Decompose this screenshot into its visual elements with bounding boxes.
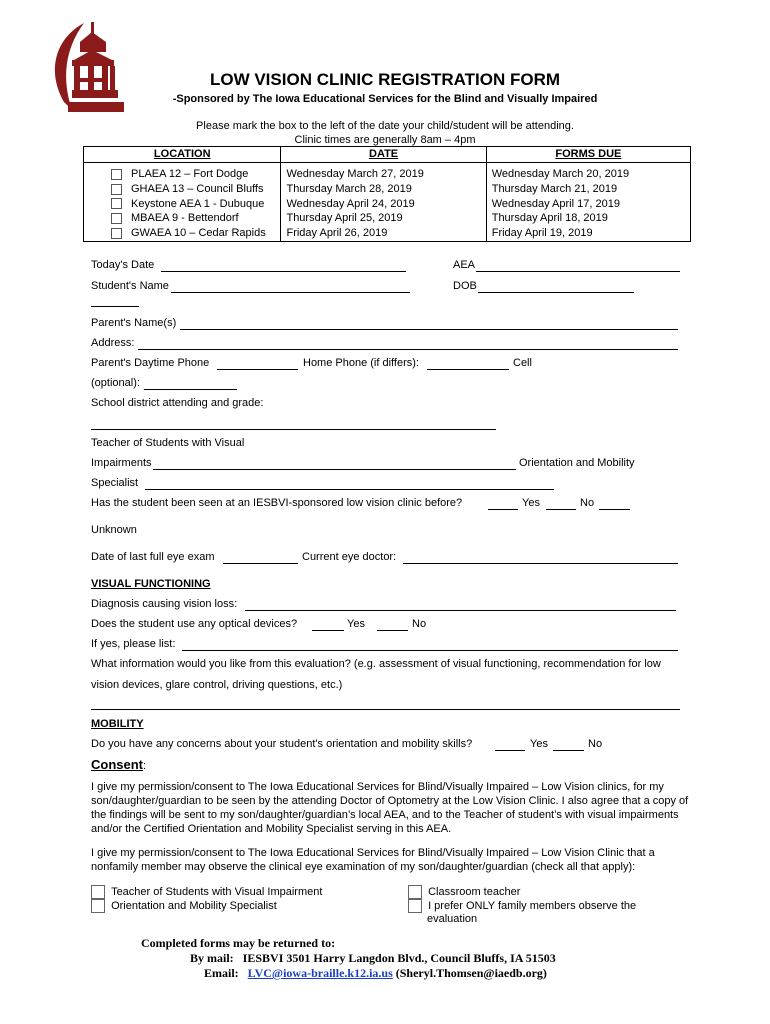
evaluation-info-question-line1: What information would you like from this evaluation? (e.g. assessment of visual functioning, recommendation for low xyxy=(91,658,661,670)
student-name-label: Student's Name xyxy=(91,280,169,292)
om-field[interactable] xyxy=(145,489,554,490)
seen-before-unknown-field[interactable] xyxy=(599,509,630,510)
forms-due-date: Friday April 19, 2019 xyxy=(491,227,593,240)
email-line xyxy=(204,966,547,981)
optical-list-field[interactable] xyxy=(182,650,678,651)
location-row[interactable]: GWAEA 10 – Cedar Rapids xyxy=(84,226,280,241)
diagnosis-field[interactable] xyxy=(245,610,676,611)
address-label: Address: xyxy=(91,337,135,349)
evaluation-info-field[interactable] xyxy=(91,709,680,710)
last-exam-field[interactable] xyxy=(223,563,298,564)
clinic-date: Wednesday April 24, 2019 xyxy=(286,197,415,210)
home-phone-field[interactable] xyxy=(427,369,509,370)
mobility-no-field[interactable] xyxy=(553,750,584,751)
forms-due-date: Thursday April 18, 2019 xyxy=(491,212,608,225)
om-label-line1: Orientation and Mobility xyxy=(519,457,635,469)
school-district-field[interactable] xyxy=(91,429,496,430)
seen-before-no-label: No xyxy=(580,497,595,509)
location-checkbox[interactable] xyxy=(111,169,122,180)
school-district-label: School district attending and grade: xyxy=(91,397,264,409)
location-row[interactable]: PLAEA 12 – Fort Dodge xyxy=(84,167,280,182)
form-subtitle: -Sponsored by The Iowa Educational Services for the Blind and Visually Impaired xyxy=(172,93,598,105)
location-checkbox[interactable] xyxy=(111,198,122,209)
visual-functioning-heading: VISUAL FUNCTIONING xyxy=(91,578,211,590)
seen-before-yes-field[interactable] xyxy=(488,509,518,510)
address-field[interactable] xyxy=(138,349,678,350)
diagnosis-label: Diagnosis causing vision loss: xyxy=(91,598,238,610)
seen-before-yes-label: Yes xyxy=(522,497,540,509)
consent-option-family-only[interactable]: I prefer ONLY family members observe the xyxy=(408,899,636,913)
seen-before-unknown-label: Unknown xyxy=(91,524,137,536)
cell-optional-label: (optional): xyxy=(91,377,140,389)
consent-checkbox[interactable] xyxy=(91,899,105,913)
aea-field[interactable] xyxy=(476,271,680,272)
consent-heading-colon: : xyxy=(143,760,147,772)
seen-before-question: Has the student been seen at an IESBVI-sponsored low vision clinic before? xyxy=(91,497,463,509)
clinic-date: Thursday April 25, 2019 xyxy=(286,212,403,225)
cell-phone-field[interactable] xyxy=(144,389,237,390)
mobility-question: Do you have any concerns about your student's orientation and mobility skills? xyxy=(91,738,473,750)
consent-checkbox[interactable] xyxy=(91,885,105,899)
consent-option-classroom[interactable]: Classroom teacher xyxy=(408,885,520,899)
aea-label: AEA xyxy=(453,259,476,271)
student-name-field[interactable] xyxy=(171,292,410,293)
email-link[interactable]: LVC@iowa-braille.k12.ia.us xyxy=(247,966,393,980)
mobility-yes-field[interactable] xyxy=(495,750,525,751)
last-exam-label: Date of last full eye exam xyxy=(91,551,215,563)
clinic-date: Wednesday March 27, 2019 xyxy=(286,168,424,180)
optical-yes-field[interactable] xyxy=(312,630,344,631)
tsvi-label-line1: Teacher of Students with Visual xyxy=(91,437,245,449)
consent-option-tsvi[interactable]: Teacher of Students with Visual Impairment xyxy=(91,885,322,899)
location-checkbox[interactable] xyxy=(111,184,122,195)
todays-date-field[interactable] xyxy=(161,271,406,272)
form-title: LOW VISION CLINIC REGISTRATION FORM xyxy=(209,70,561,89)
optical-yes-label: Yes xyxy=(347,618,365,630)
tsvi-field[interactable] xyxy=(153,469,516,470)
current-doctor-label: Current eye doctor: xyxy=(302,551,397,563)
optical-no-field[interactable] xyxy=(377,630,408,631)
consent-paragraph-2: I give my permission/consent to The Iowa Educational Services for Blind/Visually Impaired – Low Vision Clinic that a nonfamily member may observe the clinical eye examination of my son/daughter/guardian (check all that apply): xyxy=(91,847,655,873)
location-row[interactable]: Keystone AEA 1 - Dubuque xyxy=(84,197,280,212)
mail-label: By mail: xyxy=(190,951,234,965)
col-header-date: DATE xyxy=(281,147,486,163)
consent-paragraph-1: I give my permission/consent to The Iowa Educational Services for Blind/Visually Impaired – Low Vision clinics, for my son/daughter/guardian to be seen by the attending Doctor of Optometry at the Low Vision Clinic. I also agree that a copy of the findings will be sent to my son/daughter/guardian’s local AEA, and to the Teacher of student’s with visual impairments and/or the Certified Orientation and Mobility Specialist serving in this AEA. xyxy=(91,781,689,835)
optical-no-label: No xyxy=(412,618,427,630)
consent-heading: Consent xyxy=(91,757,143,772)
dob-field-continued[interactable] xyxy=(91,306,139,307)
forms-due-date: Wednesday March 20, 2019 xyxy=(491,168,630,180)
mobility-yes-label: Yes xyxy=(530,738,548,750)
location-checkbox[interactable] xyxy=(111,228,122,239)
optical-list-label: If yes, please list: xyxy=(91,638,176,650)
consent-checkbox[interactable] xyxy=(408,899,422,913)
clinic-date: Friday April 26, 2019 xyxy=(286,227,388,240)
parent-names-label: Parent's Name(s) xyxy=(91,317,177,329)
mobility-heading: MOBILITY xyxy=(91,718,144,730)
forms-due-date: Wednesday April 17, 2019 xyxy=(491,197,620,210)
col-header-location: LOCATION xyxy=(84,147,281,163)
consent-heading-wrap xyxy=(91,757,146,772)
seen-before-no-field[interactable] xyxy=(546,509,576,510)
mobility-no-label: No xyxy=(588,738,603,750)
tsvi-label-line2: Impairments xyxy=(91,457,152,469)
dob-field[interactable] xyxy=(478,292,634,293)
todays-date-label: Today's Date xyxy=(91,259,155,271)
mail-address: IESBVI 3501 Harry Langdon Blvd., Council Bluffs, IA 51503 xyxy=(242,951,556,965)
email-alt: (Sheryl.Thomsen@iaedb.org) xyxy=(395,966,547,980)
mail-line xyxy=(190,951,556,966)
clinic-date: Thursday March 28, 2019 xyxy=(286,182,412,195)
optical-devices-question: Does the student use any optical devices? xyxy=(91,618,298,630)
home-phone-label: Home Phone (if differs): xyxy=(303,357,419,369)
consent-checkbox[interactable] xyxy=(408,885,422,899)
return-instructions: Completed forms may be returned to: xyxy=(141,936,336,950)
current-doctor-field[interactable] xyxy=(403,563,678,564)
consent-option-family-only-cont: evaluation xyxy=(427,913,478,925)
instruction-text: Please mark the box to the left of the date your child/student will be attending. xyxy=(196,120,574,132)
dob-label: DOB xyxy=(453,280,477,292)
daytime-phone-label: Parent's Daytime Phone xyxy=(91,357,210,369)
forms-due-date: Thursday March 21, 2019 xyxy=(491,182,618,195)
location-checkbox[interactable] xyxy=(111,213,122,224)
location-row[interactable]: GHAEA 13 – Council Bluffs xyxy=(84,182,280,197)
clinic-schedule-table xyxy=(83,146,691,242)
cell-label: Cell xyxy=(513,357,532,369)
email-label: Email: xyxy=(204,966,239,980)
daytime-phone-field[interactable] xyxy=(217,369,298,370)
parent-names-field[interactable] xyxy=(180,329,678,330)
evaluation-info-question-line2: vision devices, glare control, driving questions, etc.) xyxy=(91,679,343,691)
clinic-times: Clinic times are generally 8am – 4pm xyxy=(294,134,476,146)
col-header-forms-due: FORMS DUE xyxy=(486,147,690,163)
om-label-line2: Specialist xyxy=(91,477,139,489)
location-row[interactable]: MBAEA 9 - Bettendorf xyxy=(84,211,280,226)
consent-option-om[interactable]: Orientation and Mobility Specialist xyxy=(91,899,277,913)
